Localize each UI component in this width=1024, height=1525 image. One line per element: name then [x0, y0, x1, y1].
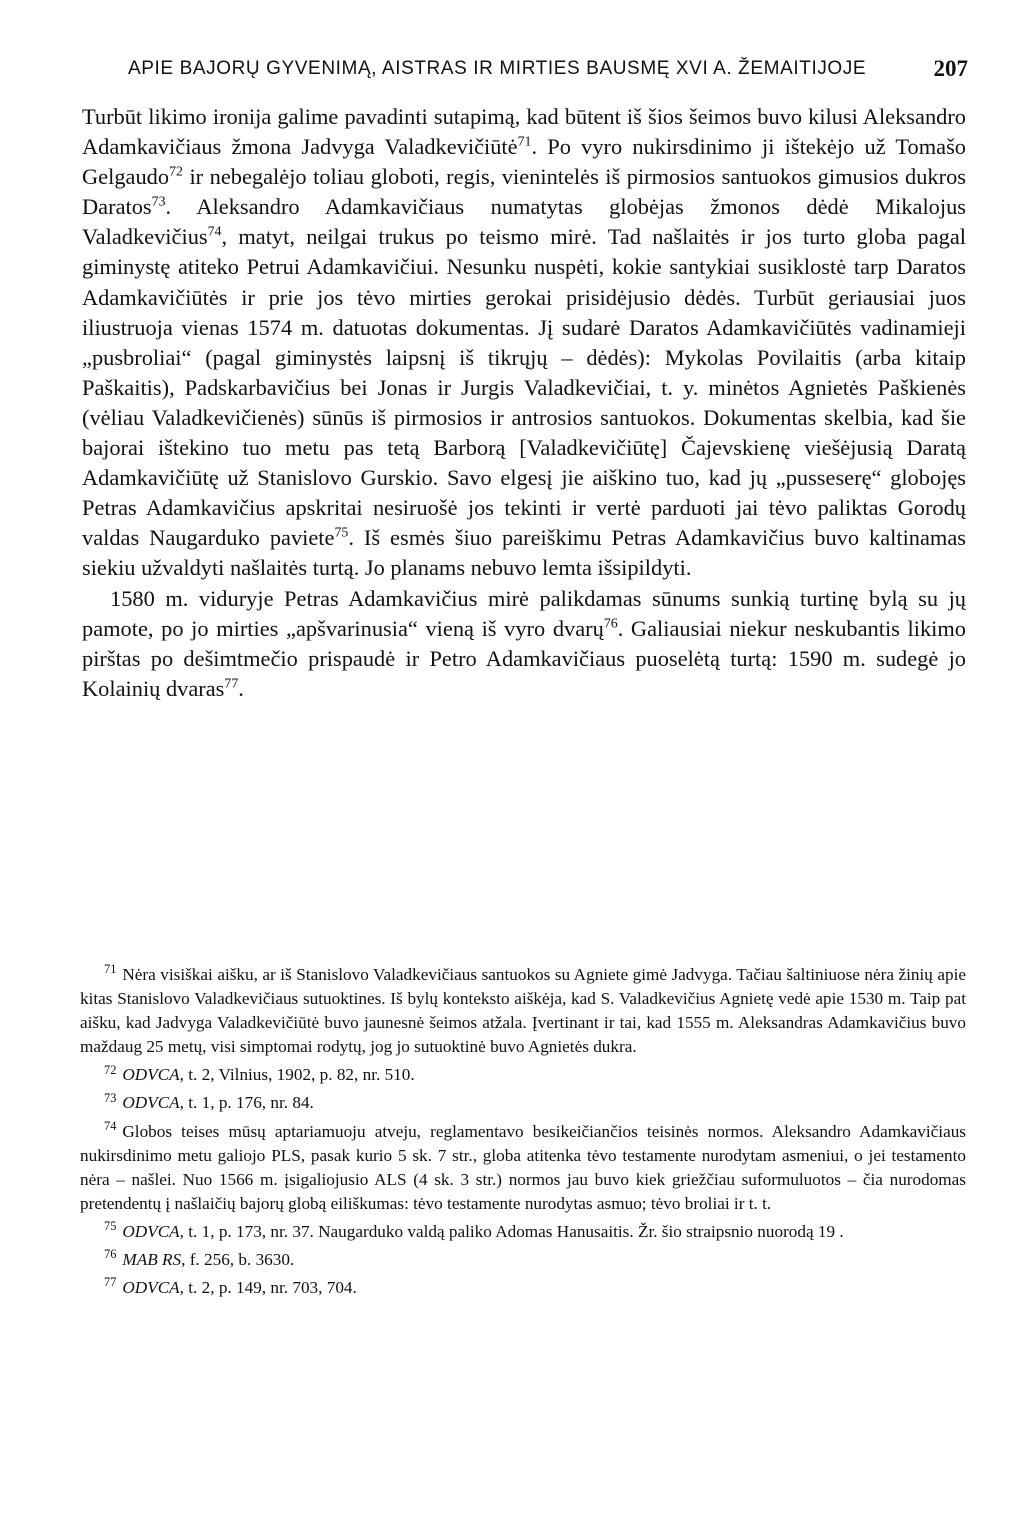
text-run: . Po vyro nukirsdinimo ji ištekėjo už Tomašo Gelgaudo: [82, 134, 966, 190]
text-run: ir nebegalėjo toliau globoti, regis, vienintelės iš pirmosios santuokos gimusios dukros Daratos: [82, 164, 966, 220]
footnote-71: [80, 963, 966, 1059]
source-abbreviation: ODVCA: [122, 1065, 180, 1085]
footnote-75: [80, 1220, 966, 1244]
text-run: 1580 m. viduryje Petras Adamkavičius mirė palikdamas sūnums sunkią turtinę bylą su jų pamote, po jo mirties „apšvarinusia“ vieną iš vyro dvarų: [82, 585, 966, 641]
footnote-number: 74: [104, 1118, 117, 1133]
footnote-text: Globos teises mūsų aptariamuoju atveju, reglamentavo besikeičiančios teisinės normos. Aleksandro Adamkavičiaus nukirsdinimo metu galiojo PLS, pasak kurio 5 sk. 7 str., globa atitenka tėvo testamente nurodytam asmeniui, o jei testamento nėra – našlei. Nuo 1566 m. įsigaliojusio ALS (4 sk. 3 str.) normos jau buvo kiek griežčiau suformuluotos – čia nurodomas pretendentų į našlaičių bajorų globą eiliškumas: tėvo testamente nurodytas asmuo; tėvo broliai ir t. t.: [80, 1121, 966, 1213]
source-abbreviation: ODVCA: [122, 1093, 180, 1113]
text-run: . Iš esmės šiuo pareiškimu Petras Adamkavičius buvo kaltinamas siekiu užvaldyti našlaitės turtą. Jo planams nebuvo lemta išsipildyti.: [82, 525, 966, 581]
running-title: APIE BAJORŲ GYVENIMĄ, AISTRAS IR MIRTIES BAUSMĘ XVI A. ŽEMAITIJOJE: [128, 58, 867, 79]
main-text: [82, 102, 966, 704]
footnote-ref: 74: [207, 224, 222, 240]
footnote-text: , t. 1, p. 173, nr. 37. Naugarduko valdą paliko Adomas Hanusaitis. Žr. šio straipsnio nuorodą 19 .: [179, 1221, 844, 1241]
footnote-number: 71: [104, 962, 117, 977]
footnote-number: 75: [104, 1219, 117, 1234]
text-run: . Galiausiai niekur neskubantis likimo pirštas po dešimtmečio prispaudė ir Petro Adamkavičiaus puoselėtą turtą: 1590 m. sudegė jo Kolainių dvaras: [82, 615, 966, 701]
footnote-number: 77: [104, 1275, 117, 1290]
footnote-77: [80, 1276, 966, 1300]
paragraph: [82, 102, 966, 584]
footnote-ref: 76: [603, 616, 618, 632]
text-run: .: [238, 675, 244, 701]
footnote-text: , t. 2, Vilnius, 1902, p. 82, nr. 510.: [179, 1065, 415, 1085]
footnote-ref: 71: [517, 134, 532, 150]
footnote-number: 72: [104, 1062, 117, 1077]
footnote-74: [80, 1120, 966, 1216]
footnote-73: [80, 1091, 966, 1115]
footnote-72: [80, 1063, 966, 1087]
source-abbreviation: MAB RS: [122, 1250, 182, 1270]
footnote-text: , t. 1, p. 176, nr. 84.: [179, 1093, 314, 1113]
footnote-ref: 72: [169, 164, 183, 180]
footnotes: [80, 963, 966, 1304]
footnote-number: 76: [104, 1247, 117, 1262]
footnote-ref: 75: [334, 525, 349, 541]
footnote-text: , t. 2, p. 149, nr. 703, 704.: [179, 1278, 357, 1298]
footnote-76: [80, 1248, 966, 1272]
text-run: . Aleksandro Adamkavičiaus numatytas globėjas žmonos dėdė Mikalojus Valadkevičius: [82, 194, 966, 250]
source-abbreviation: ODVCA: [122, 1221, 180, 1241]
text-run: Turbūt likimo ironija galime pavadinti sutapimą, kad būtent iš šios šeimos buvo kilusi Aleksandro Adamkavičiaus žmona Jadvyga Valadkevičiūtė: [82, 104, 966, 160]
footnote-number: 73: [104, 1090, 117, 1105]
running-header: [88, 56, 968, 86]
footnote-ref: 77: [224, 676, 239, 692]
text-run: , matyt, neilgai trukus po teismo mirė. Tad našlaitės ir jos turto globa pagal giminystę atiteko Petrui Adamkavičiui. Nesunku nuspėti, kokie santykiai susiklostė tarp Daratos Adamkavičiūtės ir prie jos tėvo mirties gerokai prisidėjusio dėdės. Turbūt geriausiai juos iliustruoja vienas 1574 m. datuotas dokumentas. Jį sudarė Daratos Adamkavičiūtės vadinamieji „pusbroliai“ (pagal giminystės laipsnį iš tikrųjų – dėdės): Mykolas Povilaitis (arba kitaip Paškaitis), Padskarbavičius bei Jonas ir Jurgis Valadkevičiai, t. y. minėtos Agnietės Paškienės (vėliau Valadkevičienės) sūnūs iš pirmosios ir antrosios santuokos. Dokumentas skelbia, kad šie bajorai ištekino tuo metu pas tetą Barborą [Valadkevičiūtę] Čajevskienę viešėjusią Daratą Adamkavičiūtę už Stanislovo Gurskio. Savo elgesį jie aiškino tuo, kad jų „pusseserę“ globojęs Petras Adamkavičius apskritai nesiruošė jos tekinti ir vertė parduoti jai tėvo paliktas Gorodų valdas Naugarduko paviete: [82, 224, 966, 551]
paragraph: [82, 584, 966, 704]
page-number: 207: [933, 56, 968, 81]
source-abbreviation: ODVCA: [122, 1278, 180, 1298]
footnote-text: Nėra visiškai aišku, ar iš Stanislovo Valadkevičiaus santuokos su Agniete gimė Jadvyga. Tačiau šaltiniuose nėra žinių apie kitas Stanislovo Valadkevičiaus sutuoktines. Iš bylų konteksto aiškėja, kad S. Valadkevičius Agnietę vedė apie 1530 m. Taip pat aišku, kad Jadvyga Valadkevičiūtė buvo jaunesnė šeimos atžala. Įvertinant ir tai, kad 1555 m. Aleksandras Adamkavičius buvo maždaug 25 metų, visi simptomai rodytų, jog jo sutuoktinė buvo Agnietės dukra.: [80, 965, 966, 1057]
footnote-text: , f. 256, b. 3630.: [181, 1250, 295, 1270]
footnote-ref: 73: [151, 194, 166, 210]
